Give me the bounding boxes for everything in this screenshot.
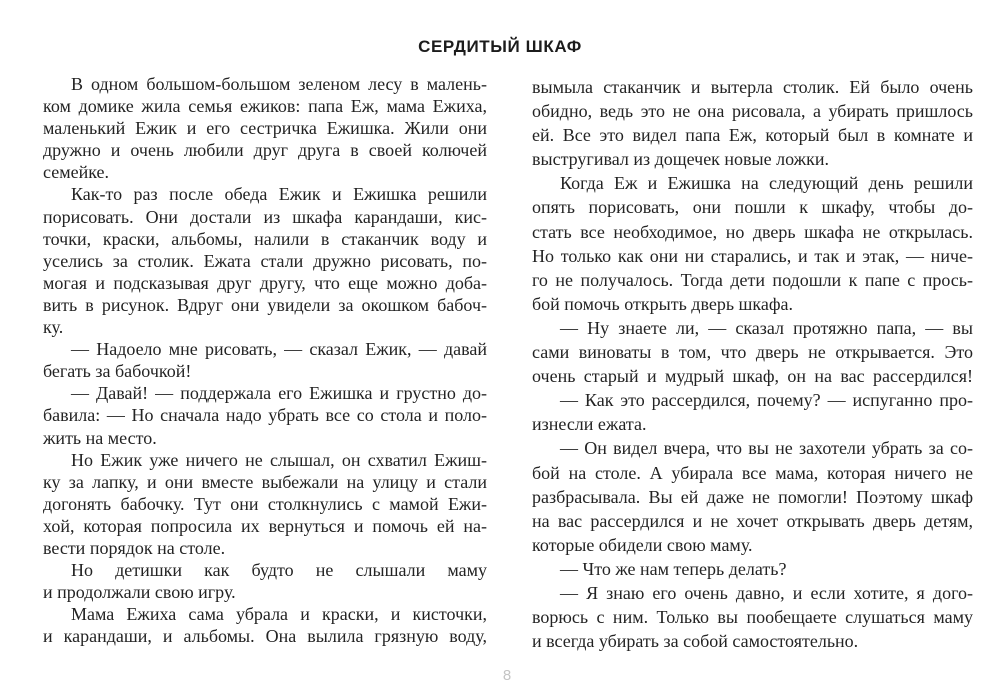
text-line: и всегда убирать за собой самостоятельно. (532, 631, 859, 652)
paragraph (43, 603, 487, 647)
text-line: — Как это рассердился, почему? — испуганно про- (560, 390, 973, 411)
text-line: могая и подсказывая друг другу, что еще можно доба- (43, 272, 487, 293)
text-line: вымыла стаканчик и вытерла столик. Ей было очень (532, 77, 973, 97)
text-line: порисовать. Они достали из шкафа карандаши, кис- (43, 206, 487, 227)
text-line: Мама Ежиха сама убрала и краски, и кисточки, (71, 604, 487, 625)
page-number: 8 (502, 667, 512, 684)
text-line: маленький Ежик и его сестричка Ежишка. Жили они (43, 118, 487, 139)
text-line: Когда Еж и Ежишка на следующий день решили (560, 173, 973, 194)
text-line: Но детишки как будто не слышали маму (71, 560, 487, 581)
text-line: — Ну знаете ли, — сказал протяжно папа, — вы (560, 317, 973, 338)
text-line: — Я знаю его очень давно, и если хотите, я дого- (560, 582, 973, 603)
text-line: дружно и очень любили друг друга в своей колючей (43, 140, 487, 161)
text-line: — Он видел вчера, что вы не захотели убрать за со- (560, 438, 973, 459)
text-line: ком домике жила семья ежиков: папа Еж, мама Ежиха, (43, 96, 487, 117)
text-line: — Надоело мне рисовать, — сказал Ежик, — давай (71, 339, 487, 360)
text-line: бой помочь открыть дверь шкафа. (532, 293, 794, 314)
text-line: ку. (43, 317, 64, 338)
text-line: Как-то раз после обеда Ежик и Ежишка решили (71, 184, 487, 205)
paragraph (532, 75, 973, 171)
text-line: вить в рисунок. Вдруг они увидели за окошком бабоч- (43, 294, 487, 315)
text-line: бой на столе. А убирала все мама, которая ничего не (532, 462, 973, 483)
text-line: обидно, ведь это не она рисовала, а убирать пришлось (532, 101, 973, 122)
text-line: разбрасывала. Вы ей даже не помогли! Поэтому шкаф (532, 486, 973, 507)
paragraph (532, 388, 973, 436)
paragraph (532, 171, 973, 316)
text-line: очень старый и мудрый шкаф, он на вас рассердился! (532, 366, 973, 387)
text-line: Но Ежик уже ничего не слышал, он схватил Ежиш- (71, 449, 487, 470)
text-line: уселись за столик. Ежата стали дружно рисовать, по- (43, 250, 487, 271)
paragraph (43, 382, 487, 448)
text-line: стать все необходимое, но дверь шкафа не открылась. (532, 221, 973, 242)
paragraph (532, 581, 973, 653)
paragraph (532, 557, 973, 581)
text-line: ку за лапку, и они вместе выбежали на улицу и стали (43, 471, 487, 492)
text-line: точки, краски, альбомы, налили в стаканчик воду и (43, 228, 487, 249)
paragraph (43, 73, 487, 183)
text-line: догонять бабочку. Тут они столкнулись с мамой Ежи- (43, 493, 487, 514)
right-column (532, 75, 973, 653)
paragraph (532, 316, 973, 388)
text-line: ворюсь с ним. Только вы пообещаете слушаться маму (532, 607, 973, 628)
paragraph (43, 449, 487, 559)
text-line: и продолжали свою игру. (43, 582, 236, 603)
text-line: вести порядок на столе. (43, 537, 226, 558)
text-line: — Давай! — поддержала его Ежишка и грустно до- (71, 383, 487, 404)
paragraph (43, 338, 487, 382)
text-line: Но только как они ни старались, и так и этак, — ниче- (532, 245, 973, 266)
paragraph (532, 436, 973, 556)
text-line: ей. Все это видел папа Еж, который был в комнате и (532, 125, 973, 146)
text-line: семейке. (43, 162, 109, 183)
text-line: бавила: — Но сначала надо убрать все со стола и поло- (43, 405, 487, 426)
paragraph (43, 559, 487, 603)
text-line: жить на место. (43, 427, 157, 448)
text-line: хой, которая попросила их вернуться и помочь ей на- (43, 515, 487, 536)
text-line: выстругивал из дощечек новые ложки. (532, 149, 829, 170)
text-line: сами виноваты в том, что дверь не открывается. Это (532, 342, 973, 363)
page-title: СЕРДИТЫЙ ШКАФ (418, 37, 582, 56)
text-line: изнесли ежата. (532, 414, 647, 435)
text-line: и карандаши, и альбомы. Она вылила грязную воду, (43, 626, 487, 647)
text-line: В одном большом-большом зеленом лесу в малень- (71, 74, 487, 94)
text-line: на вас рассердился и не хочет открывать дверь детям, (532, 510, 973, 531)
left-column (43, 73, 487, 647)
paragraph (43, 183, 487, 338)
text-line: опять порисовать, они пошли к шкафу, чтобы до- (532, 197, 973, 218)
text-line: бегать за бабочкой! (43, 361, 192, 382)
text-line: — Что же нам теперь делать? (560, 558, 787, 579)
text-line: го не получалось. Тогда дети подошли к папе с прось- (532, 269, 973, 290)
text-line: которые обидели свою маму. (532, 534, 753, 555)
